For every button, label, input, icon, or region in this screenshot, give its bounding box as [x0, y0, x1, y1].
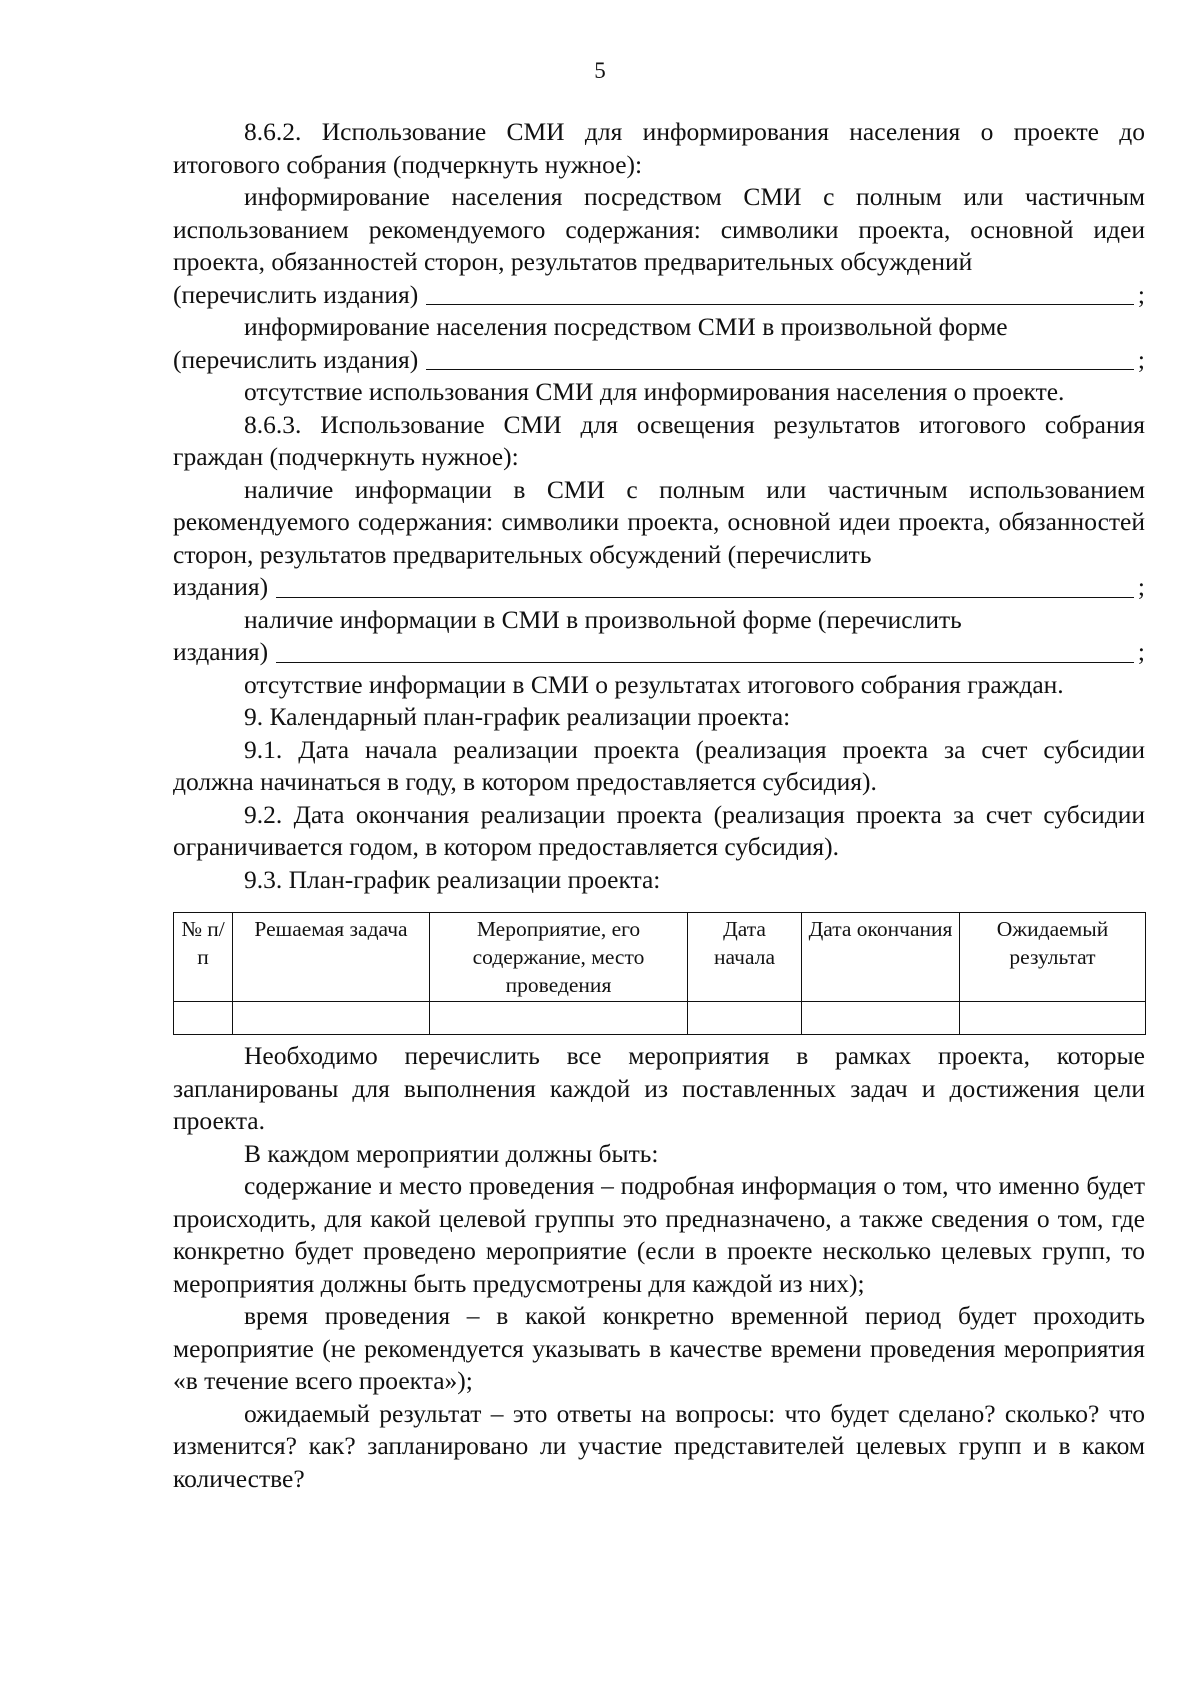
section-8-6-3-option-1: наличие информации в СМИ с полным или частичным использованием рекомендуемого содержания: символики проекта, основной идеи проекта, обязанностей сторон, результатов предварительных обсуждений (перечислить — [173, 474, 1145, 569]
section-8-6-2-heading: 8.6.2. Использование СМИ для информирования населения о проекте до итогового собрания (подчеркнуть нужное): — [173, 117, 1145, 179]
section-8-6-3-heading: 8.6.3. Использование СМИ для освещения результатов итогового собрания граждан (подчеркнуть нужное): — [173, 409, 1145, 471]
fill-line — [173, 636, 1145, 669]
section-8-6-2-option-3: отсутствие использования СМИ для информирования населения о проекте. — [244, 377, 1065, 406]
fill-prompt: (перечислить издания) — [173, 344, 419, 374]
table-cell[interactable] — [688, 1002, 802, 1035]
fill-prompt: издания) — [173, 637, 269, 666]
semicolon: ; — [1137, 572, 1145, 601]
table-header-row — [174, 913, 1146, 1002]
page-number: 5 — [594, 58, 606, 83]
col-header-number: № п/п — [174, 913, 233, 1002]
col-header-task: Решаемая задача — [233, 913, 430, 1002]
table-row — [174, 1002, 1146, 1035]
section-9-heading: 9. Календарный план-график реализации проекта: — [244, 702, 791, 731]
table-cell[interactable] — [174, 1002, 233, 1035]
col-header-start-date: Дата начала — [688, 913, 802, 1002]
section-8-6-3-option-3: отсутствие информации в СМИ о результатах итогового собрания граждан. — [244, 669, 1064, 699]
section-8-6-3-option-2: наличие информации в СМИ в произвольной форме (перечислить — [244, 604, 962, 634]
fill-prompt: издания) — [173, 572, 269, 601]
note-content-place: содержание и место проведения – подробная информация о том, что именно будет происходить, для какой целевой группы это предназначено, а также сведения о том, где конкретно будет проведено мероприятие (если в проекте несколько целевых групп, то мероприятия должны быть предусмотрены для каждой из них); — [173, 1171, 1145, 1298]
semicolon: ; — [1137, 344, 1145, 374]
section-8-6-2-option-1: информирование населения посредством СМИ с полным или частичным использованием рекомендуемого содержания: символики проекта, основной идеи проекта, обязанностей сторон, результатов предварительных обсуждений — [173, 182, 1145, 276]
blank-underline[interactable] — [276, 596, 1134, 598]
note-result: ожидаемый результат – это ответы на вопросы: что будет сделано? сколько? что изменится? как? запланировано ли участие представителей целевых групп и в каком количестве? — [173, 1398, 1145, 1493]
fill-prompt: (перечислить издания) — [173, 279, 419, 309]
plan-table — [173, 912, 1146, 1035]
semicolon: ; — [1137, 637, 1145, 666]
blank-underline[interactable] — [276, 661, 1134, 663]
table-cell[interactable] — [960, 1002, 1146, 1035]
col-header-result: Ожидаемый результат — [960, 913, 1146, 1002]
table-cell[interactable] — [802, 1002, 960, 1035]
col-header-event: Мероприятие, его содержание, место проведения — [430, 913, 688, 1002]
blank-underline[interactable] — [426, 368, 1134, 370]
item-9-3: 9.3. План-график реализации проекта: — [244, 864, 661, 894]
col-header-end-date: Дата окончания — [802, 913, 960, 1002]
fill-line — [173, 571, 1145, 604]
item-9-2: 9.2. Дата окончания реализации проекта (реализация проекта за счет субсидии ограничивается годом, в котором предоставляется субсидия). — [173, 799, 1145, 861]
section-8-6-2-option-2: информирование населения посредством СМИ в произвольной форме — [244, 312, 1008, 341]
table-cell[interactable] — [233, 1002, 430, 1035]
document-body — [173, 116, 1145, 1495]
table-cell[interactable] — [430, 1002, 688, 1035]
note-intro: Необходимо перечислить все мероприятия в рамках проекта, которые запланированы для выполнения каждой из поставленных задач и достижения цели проекта. — [173, 1041, 1145, 1135]
note-time: время проведения – в какой конкретно временной период будет проходить мероприятие (не рекомендуется указывать в качестве времени проведения мероприятия «в течение всего проекта»); — [173, 1301, 1145, 1395]
blank-underline[interactable] — [426, 303, 1134, 305]
fill-line — [173, 279, 1145, 312]
fill-line — [173, 344, 1145, 377]
semicolon: ; — [1137, 279, 1145, 309]
note-must-have: В каждом мероприятии должны быть: — [244, 1138, 659, 1168]
item-9-1: 9.1. Дата начала реализации проекта (реализация проекта за счет субсидии должна начинаться в году, в котором предоставляется субсидия). — [173, 734, 1145, 796]
